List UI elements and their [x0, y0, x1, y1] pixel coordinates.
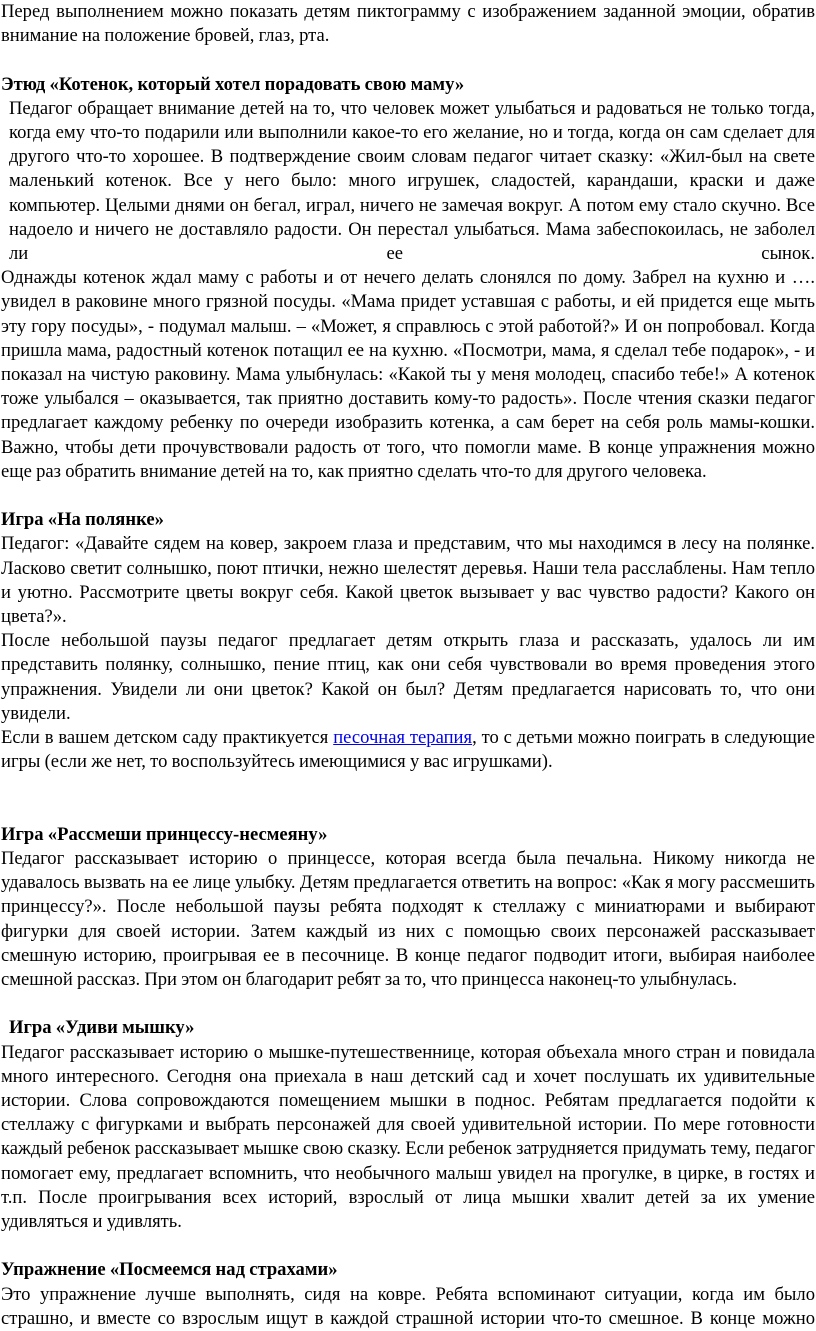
meadow-paragraph-2: После небольшой паузы педагог предлагает детям открыть глаза и рассказать, удалось ли им представить полянку, солнышко, пение птиц, как они себя чувствовали во время проведения этого упражнения. Увидели ли они цветок? Какой он был? Детям предлагается нарисовать то, что они увидели. [1, 630, 815, 724]
spacer [1, 992, 815, 1016]
spacer [1, 1234, 815, 1258]
intro-paragraph: Перед выполнением можно показать детям пиктограмму с изображением заданной эмоции, обратив внимание на положение бровей, глаз, рта. [1, 1, 815, 47]
fears-exercise-heading: Упражнение «Посмеемся над страхами» [1, 1259, 338, 1281]
spacer [1, 484, 815, 508]
sand-therapy-link[interactable]: песочная терапия [333, 727, 473, 749]
spacer [1, 774, 815, 798]
fears-paragraph: Это упражнение лучше выполнять, сидя на ковре. Ребята вспоминают ситуации, когда им было страшно, и вместе со взрослым ищут в каждой страшной истории что-то смешное. В конце можно [1, 1283, 815, 1329]
mouse-paragraph: Педагог рассказывает историю о мышке-путешественнице, которая объехала много стран и повидала много интересного. Сегодня она приехала в наш детский сад и хочет послушать их удивительные истории. Слова сопровождаются помещением мышки в поднос. Ребятам предлагается подойти к стеллажу с фигурками и выбрать персонажей для своей удивительной истории. По мере готовности каждый ребенок рассказывает мышке свою сказку. Если ребенок затрудняется придумать тему, педагог помогает ему, предлагает вспомнить, что необычного малыш увидел на прогулке, в цирке, в гостях и т.п. После проигрывания всех историй, взрослый от лица мышки хвалит детей за их умение удивляться и удивлять. [1, 1041, 815, 1233]
meadow-game-heading: Игра «На полянке» [1, 509, 164, 531]
meadow-paragraph-3-start: Если в вашем детском саду практикуется [1, 727, 334, 749]
document-page [1, 0, 815, 1331]
meadow-paragraph-3-end: , то с детьми можно поиграть в следующие игры (если же нет, то воспользуйтесь имеющимися у вас игрушками). [1, 727, 815, 773]
mouse-game-heading: Игра «Удиви мышку» [9, 1017, 195, 1039]
kitten-paragraph-2: Однажды котенок ждал маму с работы и от нечего делать слонялся по дому. Забрел на кухню и …. увидел в раковине много грязной посуды. «Мама придет уставшая с работы, и ей придется еще мыть эту гору посуды», - подумал малыш. – «Может, я справлюсь с этой работой?» И он попробовал. Когда пришла мама, радостный котенок потащил ее на кухню. «Посмотри, мама, я сделал тебе подарок», - и показал на чистую раковину. Мама улыбнулась: «Какой ты у меня молодец, спасибо тебе!» А котенок тоже улыбался – оказывается, так приятно доставить кому-то радость». После чтения сказки педагог предлагает каждому ребенку по очереди изобразить котенка, а сам берет на себя роль мамы-кошки. Важно, чтобы дети прочувствовали радость от того, что помогли маме. В конце упражнения можно еще раз обратить внимание детей на то, как приятно сделать что-то для другого человека. [1, 267, 815, 482]
princess-game-heading: Игра «Рассмеши принцессу-несмеяну» [1, 823, 328, 845]
meadow-paragraph-3 [1, 726, 815, 774]
spacer [1, 799, 815, 823]
meadow-paragraph-1: Педагог: «Давайте сядем на ковер, закроем глаза и представим, что мы находимся в лесу на полянке. Ласково светит солнышко, поют птички, нежно шелестят деревья. Наши тела расслаблены. Нам тепло и уютно. Рассмотрите цветы вокруг себя. Какой цветок вызывает у вас чувство радости? Какого он цвета?». [1, 533, 815, 628]
kitten-etude-heading: Этюд «Котенок, который хотел порадовать свою маму» [1, 73, 465, 95]
spacer [1, 48, 815, 72]
kitten-paragraph-1: Педагог обращает внимание детей на то, что человек может улыбаться и радоваться не только тогда, когда ему что-то подарили или выполнили какое-то его желание, но и тогда, когда он сам сделает для другого что-то хорошее. В подтверждение своим словам педагог читает сказку: «Жил-был на свете маленький котенок. Все у него было: много игрушек, сладостей, карандаши, краски и даже компьютер. Целыми днями он бегал, играл, ничего не замечая вокруг. А потом ему стало скучно. Все надоело и ничего не доставляло радости. Он перестал улыбаться. Мама забеспокоилась, не заболел ли ее сынок. [9, 97, 815, 265]
princess-paragraph: Педагог рассказывает историю о принцессе, которая всегда была печальна. Никому никогда не удавалось вызвать на ее лице улыбку. Детям предлагается ответить на вопрос: «Как я могу рассмешить принцессу?». После небольшой паузы ребята подходят к стеллажу с миниатюрами и выбирают фигурки для своей истории. Затем каждый из них с помощью своих персонажей рассказывает смешную историю, проигрывая ее в песочнице. В конце педагог подводит итоги, выбирая наиболее смешной рассказ. При этом он благодарит ребят за то, что принцесса наконец-то улыбнулась. [1, 848, 815, 991]
